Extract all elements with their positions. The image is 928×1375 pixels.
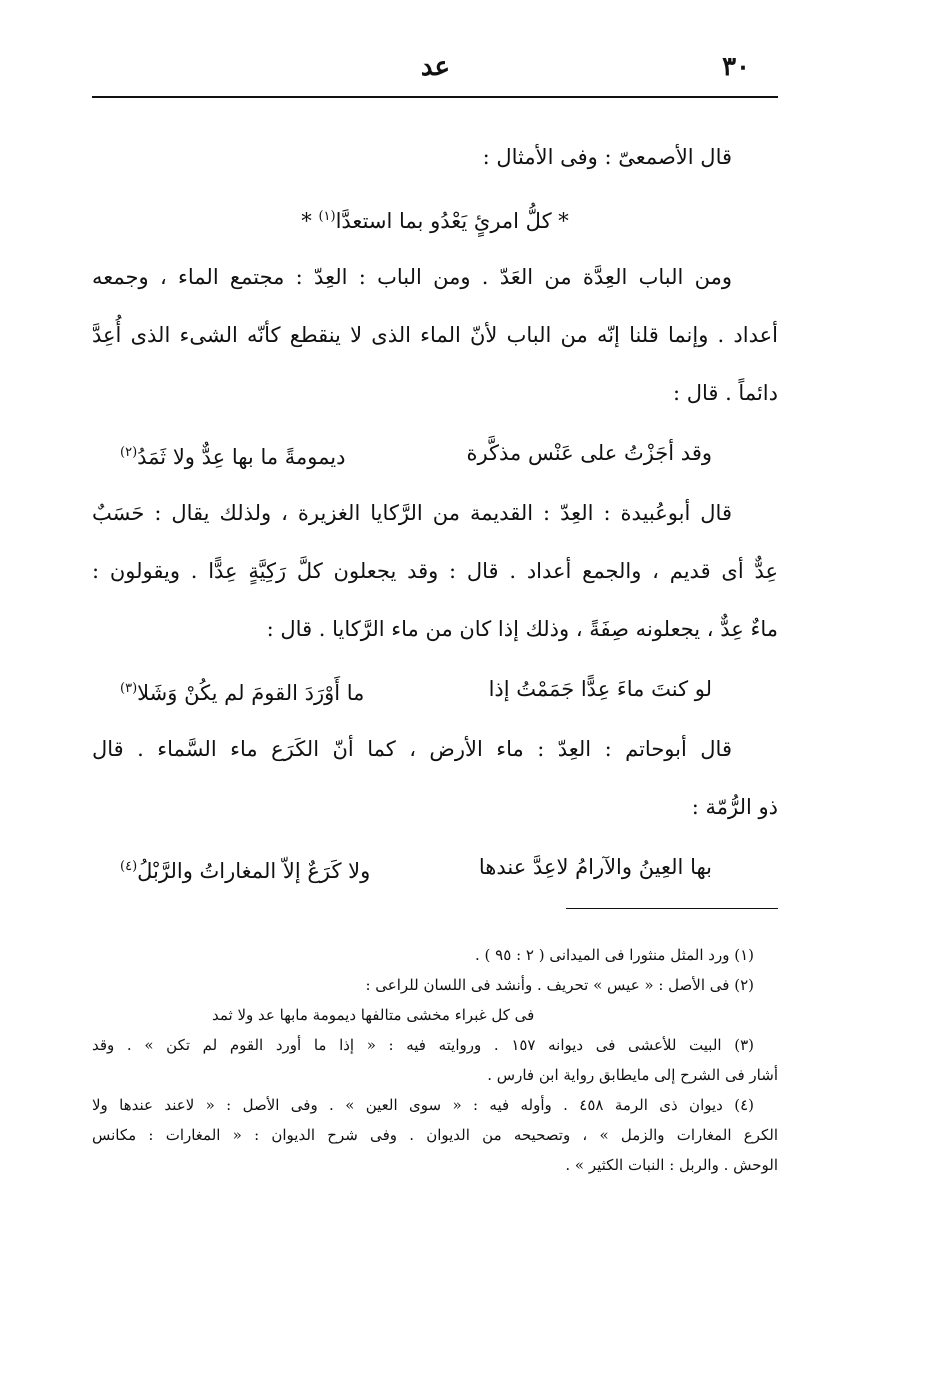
- verse-3: [92, 658, 778, 720]
- verse-2-second-hemistich: [120, 422, 345, 488]
- verse-2-second-text: ديمومةً ما بها عِدٌّ ولا ثَمَدُ: [137, 445, 346, 469]
- text-line-11: قال أبوحاتم : العِدّ : ماء الأرض ، كما أنّ الكَرَع ماء السَّماء . قال: [92, 737, 732, 761]
- text-line-12: ذو الرُّمّة :: [691, 795, 778, 819]
- main-text: [92, 128, 778, 898]
- verse-4: [92, 836, 778, 898]
- header-rule: [92, 96, 778, 98]
- verse-4-second-text: ولا كَرَعٌ إلاّ المغاراتُ والرَّبْلُ: [137, 859, 371, 883]
- verse-2: [92, 422, 778, 484]
- verse-3-second-text: ما أَوْرَدَ القومَ لم يكُنْ وَشَلا: [137, 681, 365, 705]
- footnote-4-end: الوحش . والربل : النبات الكثير » .: [565, 1156, 778, 1174]
- text-line-8: عِدٌّ أى قديم ، والجمع أعداد . قال : وقد يجعلون كلَّ رَكِيَّةٍ عِدًّا . ويقولون :: [92, 559, 778, 583]
- verse-1: [92, 186, 778, 248]
- footnote-3-cont: أشار فى الشرح إلى مايطابق رواية ابن فارس .: [487, 1066, 778, 1084]
- text-line-3: ومن الباب العِدَّة من العَدّ . ومن الباب : العِدّ : مجتمع الماء ، وجمعه: [92, 265, 732, 289]
- footnote-ref-2: (٢): [120, 445, 138, 460]
- footnote-1: (١) ورد المثل منثورا فى الميدانى ( ٢ : ٩٥ ) .: [475, 946, 754, 964]
- footnote-2: (٢) فى الأصل : « عيس » تحريف . وأنشد فى اللسان للراعى :: [365, 976, 754, 994]
- text-line-1: قال الأصمعىّ : وفى الأمثال :: [482, 145, 732, 169]
- verse-3-second-hemistich: [120, 658, 364, 724]
- verse-2-first-hemistich: وقد أجَزْتُ على عَنْس مذكَّرة: [466, 441, 712, 465]
- text-line-4: أعداد . وإنما قلنا إنّه من الباب لأنّ الماء الذى لا ينقطع كأنّه الشىء الذى أُعِدَّ: [92, 323, 778, 347]
- verse-1-hemistich: * كلُّ امرئٍ يَعْدُو بما استعدَّا: [335, 209, 569, 233]
- verse-4-first-hemistich: بها العِينُ والآرامُ لاعِدَّ عندها: [478, 855, 712, 879]
- footnote-ref-1: (١): [318, 209, 336, 224]
- page-header: [92, 48, 778, 88]
- running-title: عد: [420, 52, 450, 82]
- text-line-5: دائماً . قال :: [672, 381, 778, 405]
- verse-1-text: [92, 186, 778, 252]
- verse-1-star: *: [301, 209, 312, 233]
- footnote-2-quote: فى كل غبراء مخشى متالفها ديمومة مابها عد ولا ثمد: [212, 1006, 535, 1024]
- footnote-4-cont: الكرع المغارات والزمل » ، وتصحيحه من الديوان . وفى شرح الديوان : « المغارات : مكانس: [92, 1126, 778, 1144]
- footnote-3: (٣) البيت للأعشى فى ديوانه ١٥٧ . وروايته فيه : « إذا ما أورد القوم لم تكن » . وقد: [92, 1036, 754, 1054]
- page-number: ٣٠: [722, 52, 750, 82]
- footnote-ref-4: (٤): [120, 859, 138, 874]
- footnote-4: (٤) ديوان ذى الرمة ٤٥٨ . وأوله فيه : « سوى العين » . وفى الأصل : « لاعند عندها ولا: [92, 1096, 754, 1114]
- text-line-7: قال أبوعُبيدة : العِدّ : القديمة من الرَّكايا الغزيرة ، ولذلك يقال : حَسَبٌ: [92, 501, 732, 525]
- text-line-9: ماءٌ عِدٌّ ، يجعلونه صِفَةً ، وذلك إذا كان من ماء الرَّكايا . قال :: [266, 617, 778, 641]
- footnote-rule: [566, 908, 778, 909]
- verse-3-first-hemistich: لو كنتَ ماءَ عِدًّا جَمَمْتُ إذا: [488, 677, 712, 701]
- footnote-ref-3: (٣): [120, 681, 138, 696]
- verse-4-second-hemistich: [120, 836, 370, 902]
- footnotes: [92, 940, 778, 1180]
